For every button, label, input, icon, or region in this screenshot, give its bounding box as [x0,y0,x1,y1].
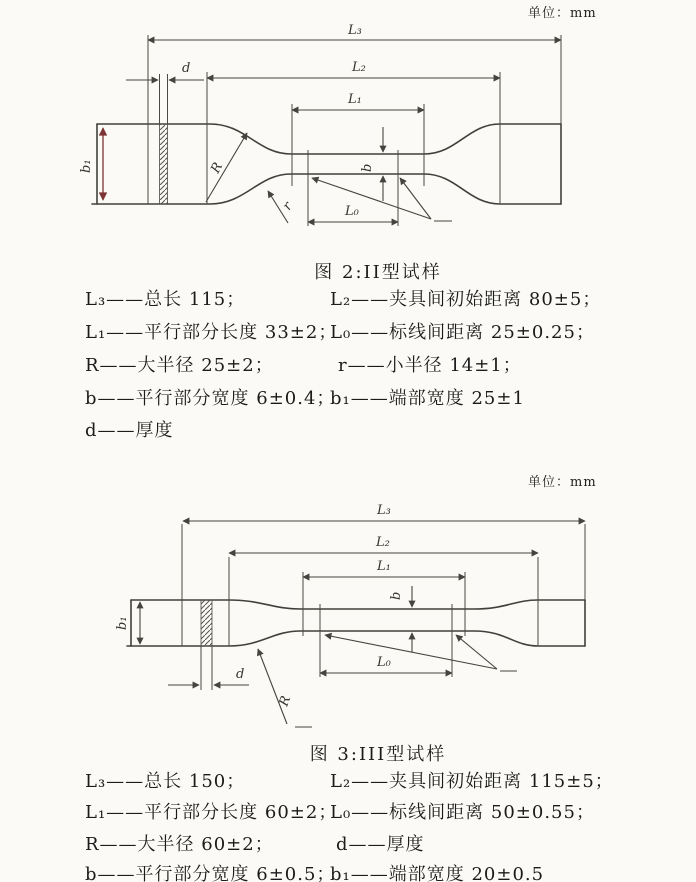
legend-item: d——厚度 [336,834,425,855]
legend-item: L₁——平行部分长度 33±2； [85,322,338,343]
dim-label-L2: L₂ [376,535,390,550]
dim-label-L0: L₀ [377,655,391,670]
legend-item: L₂——夹具间初始距离 80±5； [330,289,602,310]
dim-label-d: d [236,667,245,682]
dim-label-b1: b₁ [79,159,94,173]
dim-label-L3: L₃ [348,23,362,38]
dim-label-R: R [208,160,227,176]
specimen-drawing-type2 [0,20,696,260]
legend-item: d——厚度 [85,420,174,441]
dim-label-R: R [276,694,295,709]
legend-item: L₀——标线间距离 25±0.25； [330,322,595,343]
legend-item: L₂——夹具间初始距离 115±5； [330,771,614,792]
legend-item: L₀——标线间距离 50±0.55； [330,802,595,823]
specimen-drawing-type3 [0,468,696,740]
dim-label-L3: L₃ [377,503,391,518]
dimension-lines-type2 [126,40,561,223]
cross-section-hatch [201,600,212,646]
legend-item: L₃——总长 150； [85,771,246,792]
legend-item: R——大半径 60±2； [85,834,274,855]
figure3-caption: 图 3:III型试样 [309,744,447,765]
legend-item: L₁——平行部分长度 60±2； [85,802,338,823]
legend-item: b₁——端部宽度 20±0.5 [330,864,545,882]
dim-label-L2: L₂ [352,60,366,75]
dim-label-L1: L₁ [348,92,362,107]
figure2-caption: 图 2:II型试样 [314,262,442,283]
legend-item: r——小半径 14±1； [338,355,522,376]
dim-label-L0: L₀ [345,204,359,219]
dim-label-b: b [360,163,375,172]
dim-label-L1: L₁ [377,559,391,574]
dim-label-b1: b₁ [115,616,130,630]
cross-section-hatch [160,124,168,204]
unit-label-figure3: 单位：mm [528,475,597,490]
specimen-outline-type3 [127,600,585,646]
legend-item: b——平行部分宽度 6±0.5； [85,864,336,882]
legend-item: L₃——总长 115； [85,289,246,310]
legend-item: R——大半径 25±2； [85,355,274,376]
legend-item: b——平行部分宽度 6±0.4； [85,388,336,409]
legend-item: b₁——端部宽度 25±1 [330,388,525,409]
unit-label-figure2: 单位：mm [528,6,597,21]
dim-label-r: r [279,199,296,214]
dim-label-b: b [389,591,404,600]
dim-label-d: d [182,61,191,76]
